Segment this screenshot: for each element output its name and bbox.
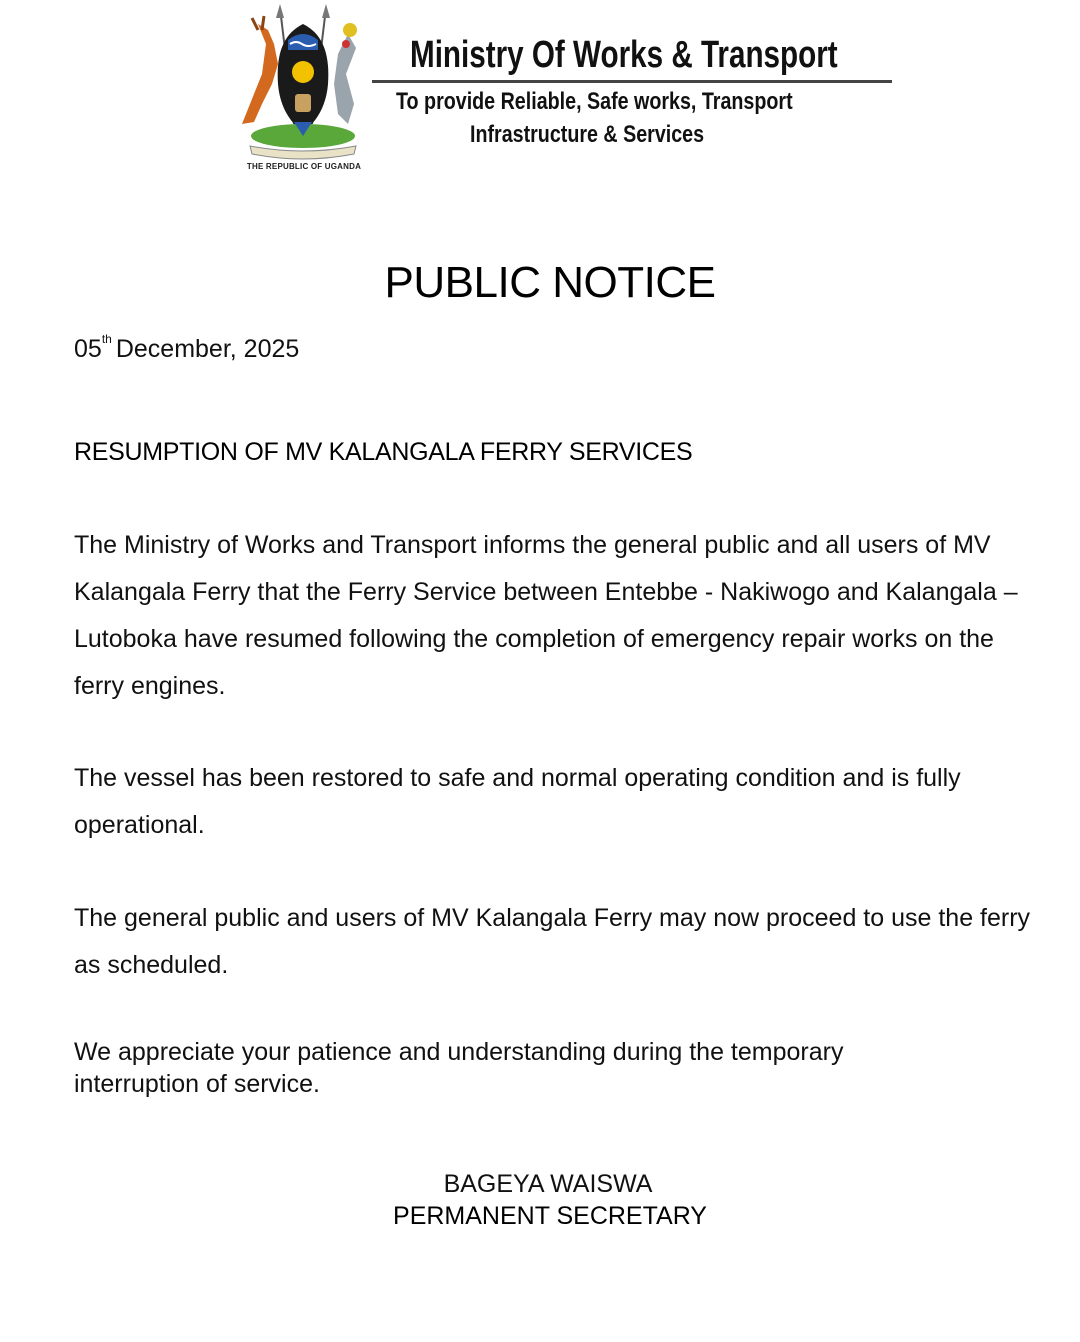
- tagline-line-2: Infrastructure & Services: [470, 121, 705, 148]
- letterhead-divider: [372, 80, 892, 83]
- letterhead: [224, 0, 904, 180]
- ministry-name: Ministry Of Works & Transport: [410, 34, 838, 76]
- paragraph-2: The vessel has been restored to safe and normal operating condition and is fully operational.: [74, 764, 961, 839]
- paragraph-3: The general public and users of MV Kalangala Ferry may now proceed to use the ferry as scheduled.: [74, 904, 1031, 979]
- paragraph-1: The Ministry of Works and Transport informs the general public and all users of MV Kalangala Ferry that the Ferry Service between Entebbe - Nakiwogo and Kalangala – Lutoboka have resumed following the completion of emergency repair works on the ferry engines.: [74, 531, 1018, 700]
- uganda-coat-of-arms-icon: [228, 4, 378, 164]
- notice-subject: RESUMPTION OF MV KALANGALA FERRY SERVICES: [74, 438, 693, 466]
- tagline-line-1: To provide Reliable, Safe works, Transport: [396, 88, 793, 115]
- date-day: 05: [74, 335, 102, 363]
- paragraph-4: We appreciate your patience and understanding during the temporary interruption of service.: [74, 1038, 844, 1098]
- date-suffix: th: [101, 332, 112, 346]
- notice-title: PUBLIC NOTICE: [384, 258, 716, 307]
- date-rest: December, 2025: [115, 335, 300, 363]
- signatory-name: BAGEYA WAISWA: [443, 1170, 653, 1198]
- signatory-title: PERMANENT SECRETARY: [393, 1202, 707, 1230]
- crest-caption: THE REPUBLIC OF UGANDA: [246, 162, 362, 171]
- notice-date: [74, 332, 299, 364]
